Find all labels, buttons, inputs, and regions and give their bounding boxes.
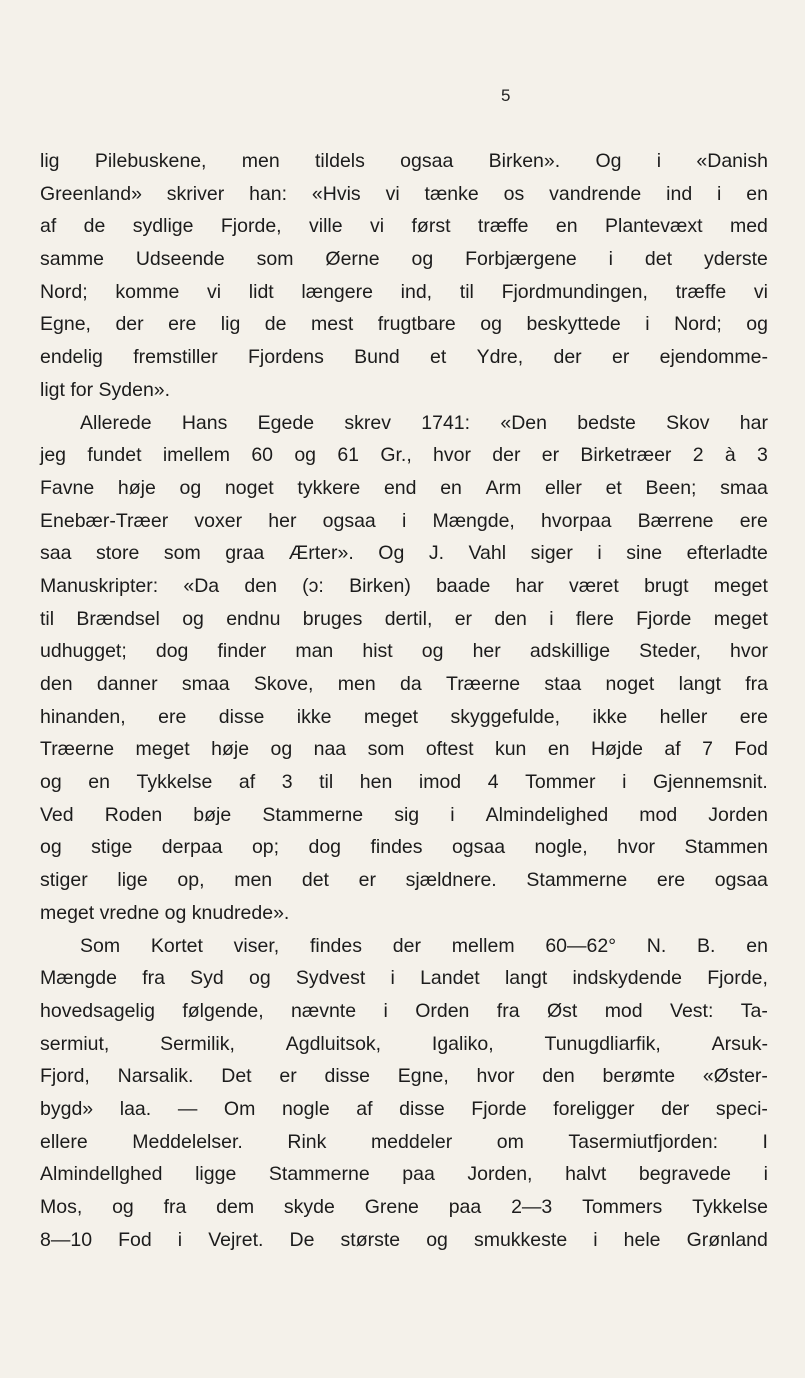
text-line: ligt for Syden». xyxy=(40,378,171,401)
text-line: lig Pilebuskene, men tildels ogsaa Birken». Og i «Danish xyxy=(40,150,768,172)
body-text xyxy=(40,145,768,1256)
text-line: Greenland» skriver han: «Hvis vi tænke os vandrende ind i en xyxy=(40,182,768,205)
text-line: Mos, og fra dem skyde Grene paa 2—3 Tommers Tykkelse xyxy=(40,1196,768,1218)
text-line: samme Udseende som Øerne og Forbjærgene i det yderste xyxy=(40,248,768,271)
text-line: 8—10 Fod i Vejret. De største og smukkeste i hele Grønland xyxy=(40,1228,768,1251)
text-line: udhugget; dog finder man hist og her adskillige Steder, hvor xyxy=(40,640,768,663)
text-line: til Brændsel og endnu bruges dertil, er den i flere Fjorde meget xyxy=(40,607,768,630)
text-line: saa store som graa Ærter». Og J. Vahl siger i sine efterladte xyxy=(40,542,768,565)
text-line: den danner smaa Skove, men da Træerne staa noget langt fra xyxy=(40,673,768,695)
text-line: Træerne meget høje og naa som oftest kun en Højde af 7 Fod xyxy=(40,738,768,761)
text-line: jeg fundet imellem 60 og 61 Gr., hvor der er Birketræer 2 à 3 xyxy=(40,444,768,467)
text-line: og en Tykkelse af 3 til hen imod 4 Tommer i Gjennemsnit. xyxy=(40,771,768,794)
text-line: meget vredne og knudrede». xyxy=(40,901,290,924)
text-line: Enebær-Træer voxer her ogsaa i Mængde, hvorpaa Bærrene ere xyxy=(40,509,768,532)
text-line: Nord; komme vi lidt længere ind, til Fjordmundingen, træffe vi xyxy=(40,280,768,303)
text-line: Manuskripter: «Da den (ɔ: Birken) baade har været brugt meget xyxy=(40,574,768,597)
text-line: Allerede Hans Egede skrev 1741: «Den bedste Skov har xyxy=(80,411,768,434)
text-line: og stige derpaa op; dog findes ogsaa nogle, hvor Stammen xyxy=(40,836,768,859)
text-line: endelig fremstiller Fjordens Bund et Ydre, der er ejendomme- xyxy=(40,346,768,369)
text-line: af de sydlige Fjorde, ville vi først træffe en Plantevæxt med xyxy=(40,215,768,238)
text-line: sermiut, Sermilik, Agdluitsok, Igaliko, Tunugdliarfik, Arsuk- xyxy=(40,1032,768,1055)
text-line: Egne, der ere lig de mest frugtbare og beskyttede i Nord; og xyxy=(40,313,768,336)
text-line: Som Kortet viser, findes der mellem 60—62° N. B. en xyxy=(80,934,768,957)
text-line: Favne høje og noget tykkere end en Arm eller et Been; smaa xyxy=(40,476,768,499)
text-line: Ved Roden bøje Stammerne sig i Almindelighed mod Jorden xyxy=(40,803,768,826)
text-line: Almindellghed ligge Stammerne paa Jorden, halvt begravede i xyxy=(40,1163,768,1186)
text-line: hovedsagelig følgende, nævnte i Orden fra Øst mod Vest: Ta- xyxy=(40,999,768,1022)
text-line: ellere Meddelelser. Rink meddeler om Tasermiutfjorden: I xyxy=(40,1130,768,1153)
text-line: hinanden, ere disse ikke meget skyggefulde, ikke heller ere xyxy=(40,705,768,728)
text-line: Mængde fra Syd og Sydvest i Landet langt indskydende Fjorde, xyxy=(40,967,768,990)
text-line: bygd» laa. — Om nogle af disse Fjorde foreligger der speci- xyxy=(40,1097,768,1120)
text-line: stiger lige op, men det er sjældnere. Stammerne ere ogsaa xyxy=(40,869,768,892)
page-number: 5 xyxy=(501,86,511,105)
text-line: Fjord, Narsalik. Det er disse Egne, hvor den berømte «Øster- xyxy=(40,1065,768,1088)
